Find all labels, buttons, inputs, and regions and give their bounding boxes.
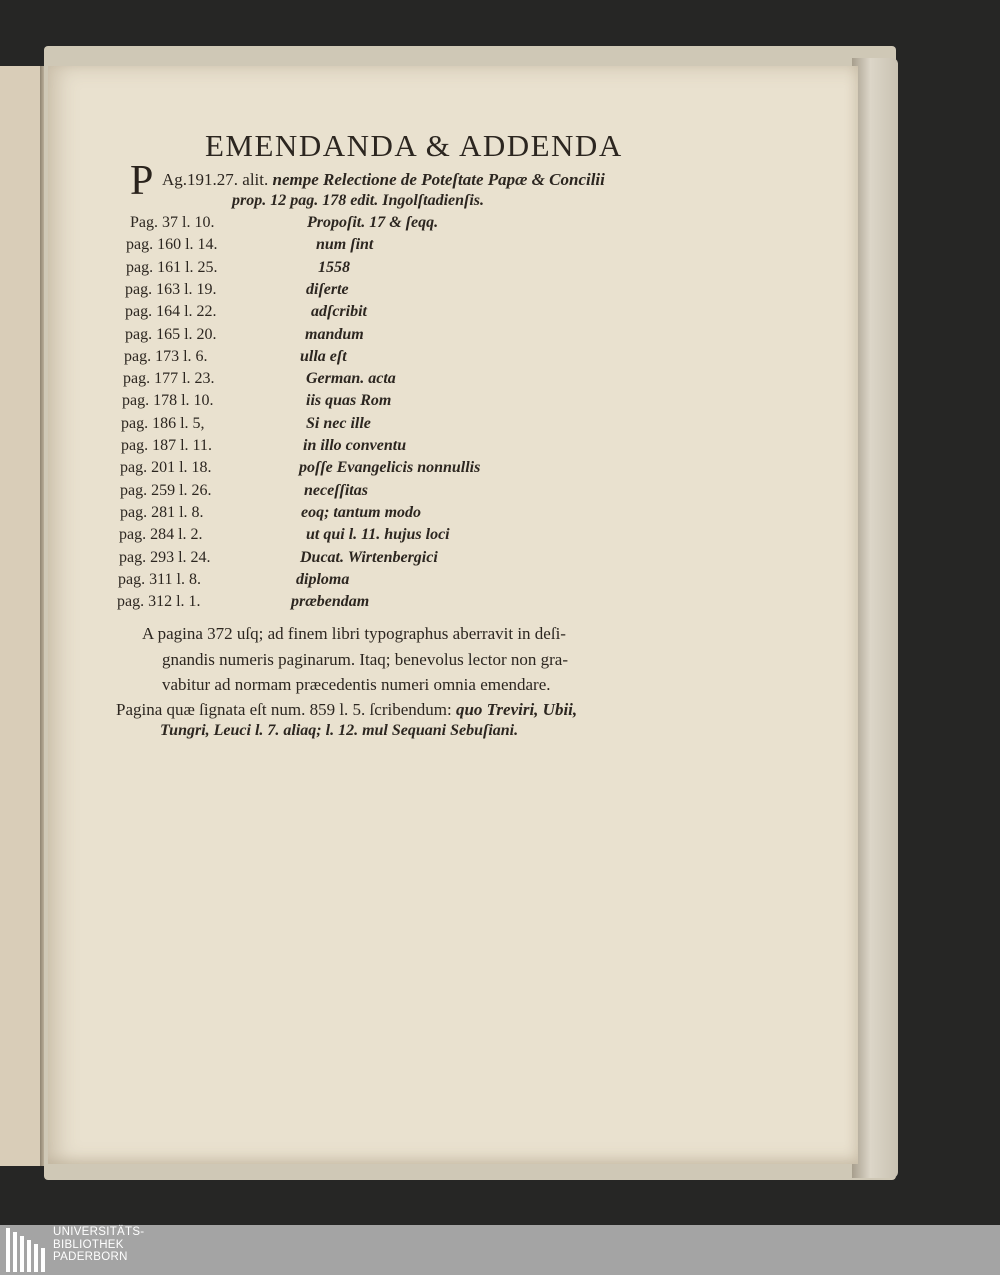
library-name bbox=[53, 1226, 144, 1264]
left-page-edge bbox=[0, 66, 43, 1166]
errata-ref: pag. 165 l. 20. bbox=[125, 325, 217, 343]
errata-ref: pag. 284 l. 2. bbox=[119, 526, 203, 544]
library-name-line-2: BIBLIOTHEK bbox=[53, 1238, 124, 1251]
library-name-line-3: PADERBORN bbox=[53, 1251, 128, 1263]
errata-correction: ut qui l. 11. hujus loci bbox=[306, 526, 450, 544]
intro-line-2: prop. 12 pag. 178 edit. Ingolſtadienſis. bbox=[232, 192, 485, 209]
errata-correction: præbendam bbox=[291, 593, 370, 611]
errata-ref: pag. 161 l. 25. bbox=[126, 258, 218, 276]
errata-correction: iis quas Rom bbox=[306, 392, 392, 410]
errata-correction: Si nec ille bbox=[306, 414, 371, 432]
cover-edge bbox=[852, 58, 898, 1178]
errata-ref: pag. 177 l. 23. bbox=[123, 370, 215, 388]
paragraph-2-plain: Pagina quæ ſignata eſt num. 859 l. 5. ſcribendum: bbox=[116, 700, 452, 719]
errata-ref: pag. 281 l. 8. bbox=[120, 503, 204, 521]
errata-correction: neceſſitas bbox=[304, 481, 368, 499]
errata-ref: pag. 312 l. 1. bbox=[117, 593, 201, 611]
library-name-line-1: UNIVERSITÄTS- bbox=[53, 1226, 145, 1238]
errata-ref: pag. 178 l. 10. bbox=[122, 392, 214, 410]
errata-correction: ulla eſt bbox=[300, 347, 347, 365]
errata-correction: adſcribit bbox=[311, 303, 367, 321]
intro-line-1 bbox=[162, 170, 605, 190]
page-title: EMENDANDA & ADDENDA bbox=[205, 128, 623, 163]
errata-correction: num ſint bbox=[316, 236, 374, 254]
errata-ref: pag. 187 l. 11. bbox=[121, 437, 212, 454]
initial-letter: P bbox=[130, 158, 154, 204]
paragraph-1-line-1: A pagina 372 uſq; ad finem libri typographus aberravit in deſi- bbox=[142, 624, 566, 643]
errata-correction: mandum bbox=[305, 325, 364, 343]
errata-correction: Propoſit. 17 & ſeqq. bbox=[307, 214, 439, 231]
intro-line-1-plain: Ag.191.27. alit. bbox=[162, 170, 269, 189]
errata-correction: diſerte bbox=[306, 280, 349, 298]
errata-ref: pag. 186 l. 5, bbox=[121, 414, 205, 432]
errata-correction: eoq; tantum modo bbox=[301, 503, 422, 521]
errata-ref: pag. 164 l. 22. bbox=[125, 303, 217, 321]
errata-correction: in illo conventu bbox=[303, 437, 407, 454]
errata-correction: German. acta bbox=[306, 370, 396, 388]
library-logo-icon bbox=[6, 1228, 46, 1272]
paragraph-2-italic: quo Treviri, Ubii, bbox=[455, 700, 578, 719]
errata-ref: pag. 293 l. 24. bbox=[119, 548, 211, 566]
paragraph-2-line-2: Tungri, Leuci l. 7. aliaq; l. 12. mul Sequani Sebuſiani. bbox=[160, 722, 519, 739]
errata-ref: pag. 311 l. 8. bbox=[118, 570, 201, 588]
errata-ref: pag. 201 l. 18. bbox=[120, 459, 212, 477]
paragraph-2-line-1 bbox=[116, 700, 577, 720]
paragraph-1-line-2: gnandis numeris paginarum. Itaq; benevolus lector non gra- bbox=[162, 650, 568, 669]
errata-ref: pag. 259 l. 26. bbox=[120, 481, 212, 499]
errata-correction: Ducat. Wirtenbergici bbox=[300, 548, 438, 566]
intro-line-1-italic: nempe Relectione de Poteſtate Papæ & Concilii bbox=[272, 170, 605, 189]
errata-ref: pag. 163 l. 19. bbox=[125, 280, 217, 298]
paragraph-1-line-3: vabitur ad normam præcedentis numeri omnia emendare. bbox=[162, 675, 551, 694]
errata-ref: pag. 160 l. 14. bbox=[126, 236, 218, 254]
errata-correction: poſſe Evangelicis nonnullis bbox=[299, 459, 481, 477]
errata-correction: diploma bbox=[296, 570, 350, 588]
errata-ref: Pag. 37 l. 10. bbox=[130, 214, 215, 231]
errata-correction: 1558 bbox=[318, 258, 350, 276]
footer-bar bbox=[0, 1225, 1000, 1275]
errata-ref: pag. 173 l. 6. bbox=[124, 347, 208, 365]
